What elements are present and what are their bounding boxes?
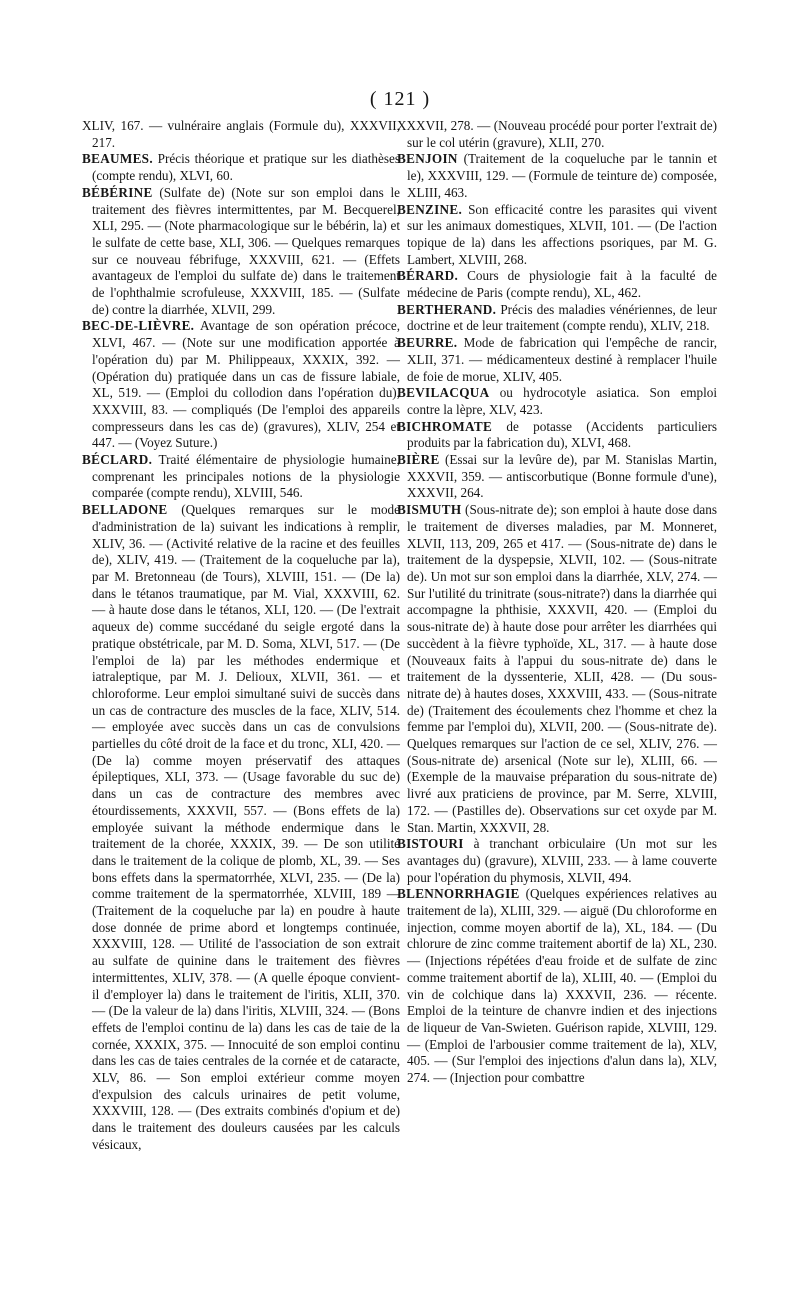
entry-headword: BEC-DE-LIÈVRE.: [82, 318, 195, 334]
entry-headword: BEVILACQUA: [397, 385, 490, 401]
entry-text: XLIV, 167. — vulnéraire anglais (Formule du), XXXVII, 217.: [82, 118, 400, 150]
index-entry: [397, 886, 717, 1086]
index-entry: [397, 385, 717, 418]
entry-text: à tranchant orbiculaire (Un mot sur les avantages du) (gravure), XLVIII, 233. — à lame couverte pour l'opération du phymosis, XLVII, 494.: [407, 836, 717, 885]
entry-text: Traité élémentaire de physiologie humaine, comprenant les principales notions de la physiologie comparée (compte rendu), XLVIII, 546.: [92, 452, 400, 501]
index-entry: [397, 502, 717, 836]
index-entry: [82, 118, 400, 151]
entry-headword: BEAUMES.: [82, 151, 153, 167]
index-entry: [82, 452, 400, 502]
index-entry: [397, 151, 717, 201]
index-entry: [397, 335, 717, 385]
entry-text: XXXVII, 278. — (Nouveau procédé pour porter l'extrait de) sur le col utérin (gravure), XLII, 270.: [397, 118, 717, 150]
index-entry: [397, 118, 717, 151]
index-entry: [397, 452, 717, 502]
index-entry: [397, 268, 717, 301]
entry-text: (Quelques expériences relatives au traitement de la), XLIII, 329. — aiguë (Du chloroforme en injection, comme moyen abortif de la), XL, 184. — (Du chlorure de zinc comme traitement abortif de la) XL, 230. — (Injections répétées d'eau froide et de sulfate de zinc comme traitement abortif de la), XLIII, 40. — (Emploi du vin de colchique dans la) XXXVII, 236. — récente. Emploi de la teinture de chanvre indien et des injections de liqueur de Van-Swieten. Guérison rapide, XLVIII, 129. — (Emploi de l'arbousier comme traitement de la), XLV, 405. — (Sur l'emploi des injections d'alun dans la), XLV, 274. — (Injection pour combattre: [407, 886, 717, 1086]
entry-headword: BÉRARD.: [397, 268, 459, 284]
entry-text: Mode de fabrication qui l'empêche de rancir, XLII, 371. — médicamenteux destiné à remplacer l'huile de foie de morue, XLIV, 405.: [407, 335, 717, 384]
index-entry: [397, 836, 717, 886]
index-entry: [397, 419, 717, 452]
entry-text: Précis des maladies vénériennes, de leur doctrine et de leur traitement (compte rendu), XLIV, 218.: [407, 301, 717, 334]
page-number: ( 121 ): [369, 88, 431, 110]
entry-text: Avantage de son opération précoce, XLVI, 467. — (Note sur une modification apportée à l'opération du) par M. Philippeaux, XXXIX, 392. — (Opération du) pratiquée dans un cas de fissure labiale, XL, 519. — (Emploi du collodion dans l'opération du), XXXVIII, 83. — compliqués (De l'emploi des appareils compresseurs dans les cas de) (gravures), XLIV, 254 et 447. — (Voyez Suture.): [92, 318, 400, 451]
index-entry: [397, 202, 717, 269]
entry-headword: BLENNORRHAGIE: [397, 886, 520, 902]
index-entry: [82, 151, 400, 184]
entry-text: ou hydrocotyle asiatica. Son emploi contre la lèpre, XLV, 423.: [407, 385, 717, 417]
entry-text: Cours de physiologie fait à la faculté de médecine de Paris (compte rendu), XL, 462.: [407, 268, 717, 301]
entry-headword: BÉBÉRINE: [82, 184, 153, 200]
index-entry: [82, 318, 400, 452]
entry-headword: BELLADONE: [82, 502, 168, 518]
entry-headword: BIÈRE: [397, 452, 440, 468]
entry-text: Précis théorique et pratique sur les diathèses (compte rendu), XLVI, 60.: [92, 151, 400, 184]
entry-headword: BISTOURI: [397, 836, 464, 852]
entry-headword: BENJOIN: [397, 151, 458, 167]
entry-text: (Quelques remarques sur le mode d'administration de la) suivant les indications à remplir, XLIV, 36. — (Activité relative de la racine et des feuilles de), XLIV, 419. — (Traitement de la coqueluche par la), par M. Bretonneau (de Tours), XLVIII, 151. — (De la) dans le tétanos traumatique, par M. Vial, XXXVIII, 62. — à haute dose dans le tétanos, XLI, 120. — (De l'extrait aqueux de) comme succédané du seigle ergoté dans la pratique obstétricale, par M. D. Soma, XLVI, 517. — (De l'emploi de la) par les méthodes endermique et iatraleptique, par M. J. Delioux, XLVII, 361. — et chloroforme. Leur emploi simultané suivi de succès dans un cas de contracture des muscles de la face, XLIV, 514. — employée avec succès dans un cas de convulsions partielles du côté droit de la face et du tronc, XLI, 420. — (De la) comme moyen préservatif des attaques épileptiques, XLI, 373. — (Usage favorable du suc de) dans un cas de contracture des membres avec étourdissements, XXXVII, 557. — (Bons effets de la) employée suivant la méthode endermique dans le traitement de la chorée, XXXIX, 39. — De son utilité dans le traitement de la colique de plomb, XL, 39. — Ses bons effets dans la spermatorrhée, XLVI, 235. — (De la) comme traitement de la spermatorrhée, XLVIII, 189 — (Traitement de la coqueluche par la) en poudre à haute dose donnée de prime abord et longtemps continuée, XXXVIII, 128. — Utilité de l'association de son extrait au sulfate de quinine dans le traitement des fièvres intermittentes, XLIV, 378. — (A quelle époque convient-il d'employer la) dans le traitement de l'iritis, XLII, 370. — (De la valeur de la) dans l'iritis, XLVIII, 324. — (Bons effets de l'emploi continu de la) dans les cas de taie de la cornée, XXXIX, 375. — Innocuité de son emploi continu dans les cas de taies centrales de la cornée et de cataracte, XLV, 86. — Son emploi extérieur comme moyen d'expulsion des calculs urinaires de petit volume, XXXVIII, 128. — (Des extraits combinés d'opium et de) dans le traitement des douleurs causées par les calculs vésicaux,: [92, 502, 400, 1152]
entry-headword: BÉCLARD.: [82, 452, 153, 468]
right-column: [397, 118, 717, 1087]
entry-headword: BERTHERAND.: [397, 301, 497, 317]
entry-headword: BENZINE.: [397, 201, 463, 217]
entry-text: (Sulfate de) (Note sur son emploi dans le traitement des fièvres intermittentes, par M. Becquerel, XLI, 295. — (Note pharmacologique sur le bébérin, la) et le sulfate de cette base, XLI, 306. — Quelques remarques sur ce nouveau fébrifuge, XXXVIII, 621. — (Effets avantageux de l'emploi du sulfate de) dans le traitement de l'ophthalmie scrofuleuse, XXXVIII, 185. — (Sulfate de) contre la diarrhée, XLVII, 299.: [92, 184, 400, 317]
left-column: [82, 118, 400, 1154]
index-entry: [82, 502, 400, 1153]
entry-text: (Essai sur la levûre de), par M. Stanislas Martin, XXXVII, 359. — antiscorbutique (Bonne formule d'une), XXXVII, 264.: [407, 452, 717, 501]
entry-text: Son efficacité contre les parasites qui vivent sur les animaux domestiques, XLVII, 101. — (De l'action topique de la) dans les affections psoriques, par M. G. Lambert, XLVIII, 268.: [407, 201, 717, 267]
entry-headword: BEURRE.: [397, 335, 458, 351]
entry-headword: BICHROMATE: [397, 418, 493, 434]
index-entry: [397, 302, 717, 335]
entry-headword: BISMUTH: [397, 502, 462, 518]
entry-text: (Sous-nitrate de); son emploi à haute dose dans le traitement de diverses maladies, par M. Monneret, XLVII, 113, 209, 265 et 417. — (Sous-nitrate de) dans le traitement de la dyspepsie, XLVII, 102. — (Sous-nitrate de). Un mot sur son emploi dans la diarrhée, XLV, 274. — Sur l'utilité du trinitrate (sous-nitrate?) dans la diarrhée qui accompagne la phthisie, XXXVII, 420. — (Emploi du sous-nitrate de) à haute dose pour arrêter les diarrhées qui succèdent à la fièvre typhoïde, XL, 317. — à haute dose (Nouveaux faits à l'appui du sous-nitrate de) dans le traitement de la dyssenterie, XLII, 428. — (Du sous-nitrate de) à hautes doses, XXXVIII, 433. — (Sous-nitrate de) (Traitement des écoulements chez l'homme et chez la femme par l'emploi du), XLVII, 200. — (Sous-nitrate de). Quelques remarques sur l'action de ce sel, XLIV, 276. — (Sous-nitrate de) arsenical (Note sur le), XLIII, 66. — (Exemple de la mauvaise préparation du sous-nitrate de) livré aux praticiens de province, par M. Serre, XLVIII, 172. — (Pastilles de). Observations sur cet oxyde par M. Stan. Martin, XXXVII, 28.: [407, 502, 717, 835]
entry-text: (Traitement de la coqueluche par le tannin et le), XXXVIII, 129. — (Formule de teinture de) composée, XLIII, 463.: [407, 151, 717, 200]
entry-text: de potasse (Accidents particuliers produits par la fabrication du), XLVI, 468.: [407, 418, 717, 451]
index-entry: [82, 185, 400, 319]
